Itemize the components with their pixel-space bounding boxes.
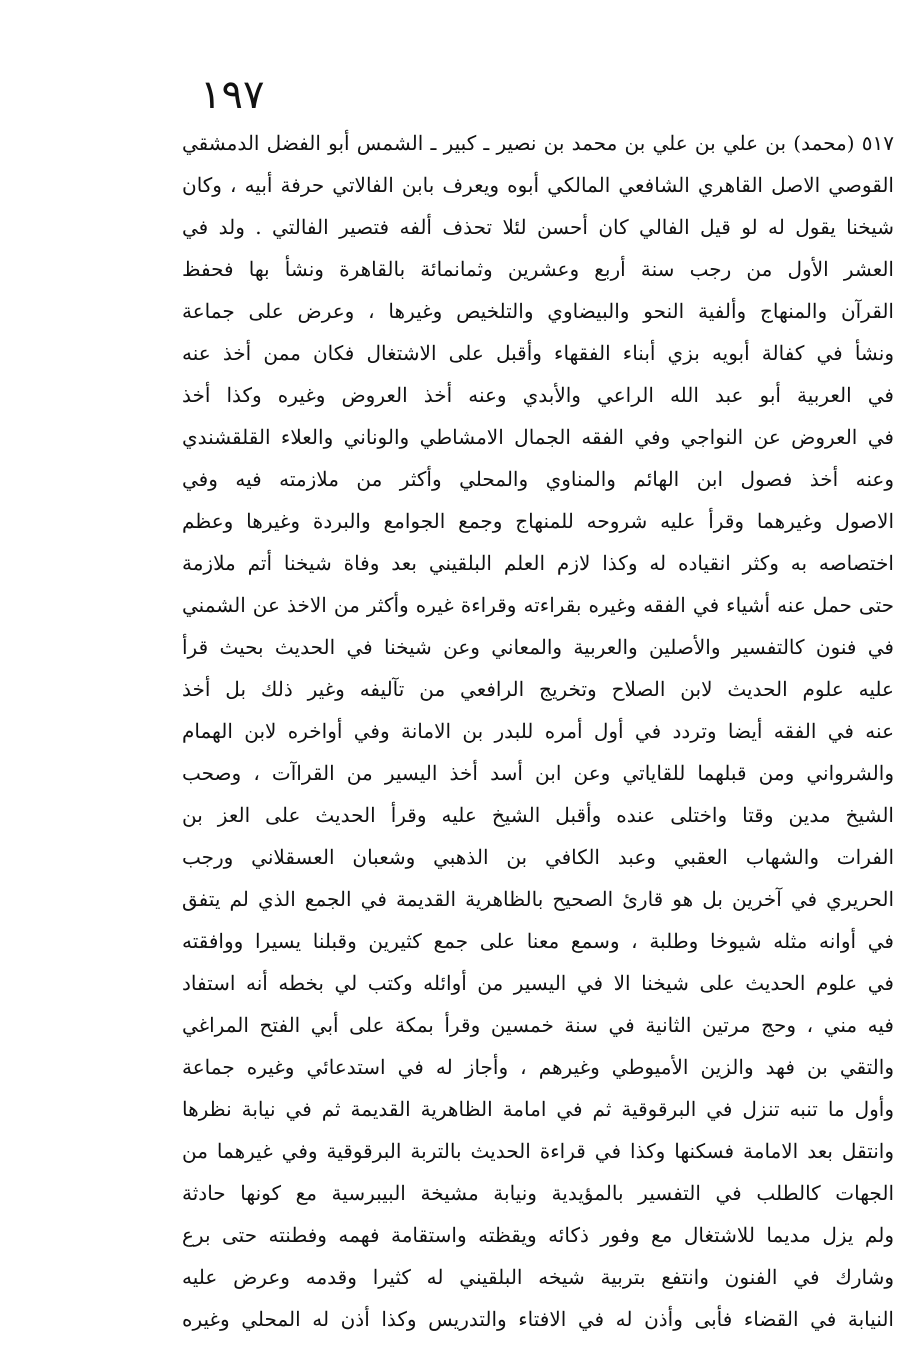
text-line: حتى حمل عنه أشياء في الفقه وغيره بقراءته وقراءة غيره وأكثر من الاخذ عن الشمني [182,593,894,617]
text-line: في العروض عن النواجي وفي الفقه الجمال الامشاطي والوناني والعلاء القلقشندي [182,425,894,449]
text-line: وأول ما تنبه تنزل في البرقوقية ثم في امامة الظاهرية القديمة ثم في نيابة نظرها [182,1097,894,1121]
text-line: ونشأ في كفالة أبويه بزي أبناء الفقهاء وأقبل على الاشتغال فكان ممن أخذ عنه [182,341,894,365]
text-line: الفرات والشهاب العقبي وعبد الكافي بن الذهبي وشعبان العسقلاني ورجب [182,845,894,869]
text-line: الجهات كالطلب في التفسير بالمؤيدية ونيابة مشيخة البيبرسية مع كونها حادثة [182,1181,894,1205]
text-line: عنه في الفقه أيضا وتردد في أول أمره للبدر بن الامانة وفي أواخره لابن الهمام [182,719,894,743]
text-line: عليه علوم الحديث لابن الصلاح وتخريج الرافعي من تآليفه وغير ذلك بل أخذ [182,677,894,701]
text-line: ولم يزل مديما للاشتغال مع وفور ذكائه ويقظته واستقامة فهمه وفطنته حتى برع [182,1223,894,1247]
text-line: شيخنا يقول له لو قيل الفالي كان أحسن لئلا تحذف ألفه فتصير الفالتي . ولد في [182,215,894,239]
text-line: وعنه أخذ فصول ابن الهائم والمناوي والمحلي وأكثر من ملازمته فيه وفي [182,467,894,491]
text-line: النيابة في القضاء فأبى وأذن له في الافتاء والتدريس وكذا أذن له المحلي وغيره [182,1307,894,1331]
text-line: الحريري في آخرين بل هو قارئ الصحيح بالظاهرية القديمة في الجمع الذي لم يتفق [182,887,894,911]
text-line: ٥١٧ (محمد) بن علي بن علي بن محمد بن نصير ـ كبير ـ الشمس أبو الفضل الدمشقي [182,131,894,155]
text-line: القرآن والمنهاج وألفية النحو والبيضاوي والتلخيص وغيرها ، وعرض على جماعة [182,299,894,323]
text-line: الاصول وغيرهما وقرأ عليه شروحه للمنهاج وجمع الجوامع والبردة وغيرها وعظم [182,509,894,533]
text-line: وانتقل بعد الامامة فسكنها وكذا في قراءة الحديث بالتربة البرقوقية وفي غيرهما من [182,1139,894,1163]
text-line: والشرواني ومن قبلهما للقاياتي وعن ابن أسد أخذ اليسير من القراآت ، وصحب [182,761,894,785]
text-line: في علوم الحديث على شيخنا الا في اليسير من أوائله وكتب لي بخطه أنه استفاد [182,971,894,995]
text-line: في فنون كالتفسير والأصلين والعربية والمعاني وعن شيخنا في الحديث بحيث قرأ [182,635,894,659]
text-line: والتقي بن فهد والزين الأميوطي وغيرهم ، وأجاز له في استدعائي وغيره جماعة [182,1055,894,1079]
biography-text [182,122,894,1340]
text-line: في العربية أبو عبد الله الراعي والأبدي وعنه أخذ العروض وغيره وكذا أخذ [182,383,894,407]
text-line: وشارك في الفنون وانتفع بتربية شيخه البلقيني له كثيرا وقدمه وعرض عليه [182,1265,894,1289]
text-line: الشيخ مدين وقتا واختلى عنده وأقبل الشيخ عليه وقرأ الحديث على العز بن [182,803,894,827]
text-line: القوصي الاصل القاهري الشافعي المالكي أبوه ويعرف بابن الفالاتي حرفة أبيه ، وكان [182,173,894,197]
text-line: في أوانه مثله شيوخا وطلبة ، وسمع معنا على جمع كثيرين وقبلنا يسيرا ووافقته [182,929,894,953]
text-line: العشر الأول من رجب سنة أربع وعشرين وثمانمائة بالقاهرة ونشأ بها فحفظ [182,257,894,281]
text-line: فيه مني ، وحج مرتين الثانية في سنة خمسين وقرأ بمكة على أبي الفتح المراغي [182,1013,894,1037]
page-number: ١٩٧ [200,72,265,118]
text-line: اختصاصه به وكثر انقياده له وكذا لازم العلم البلقيني بعد وفاة شيخنا أتم ملازمة [182,551,894,575]
